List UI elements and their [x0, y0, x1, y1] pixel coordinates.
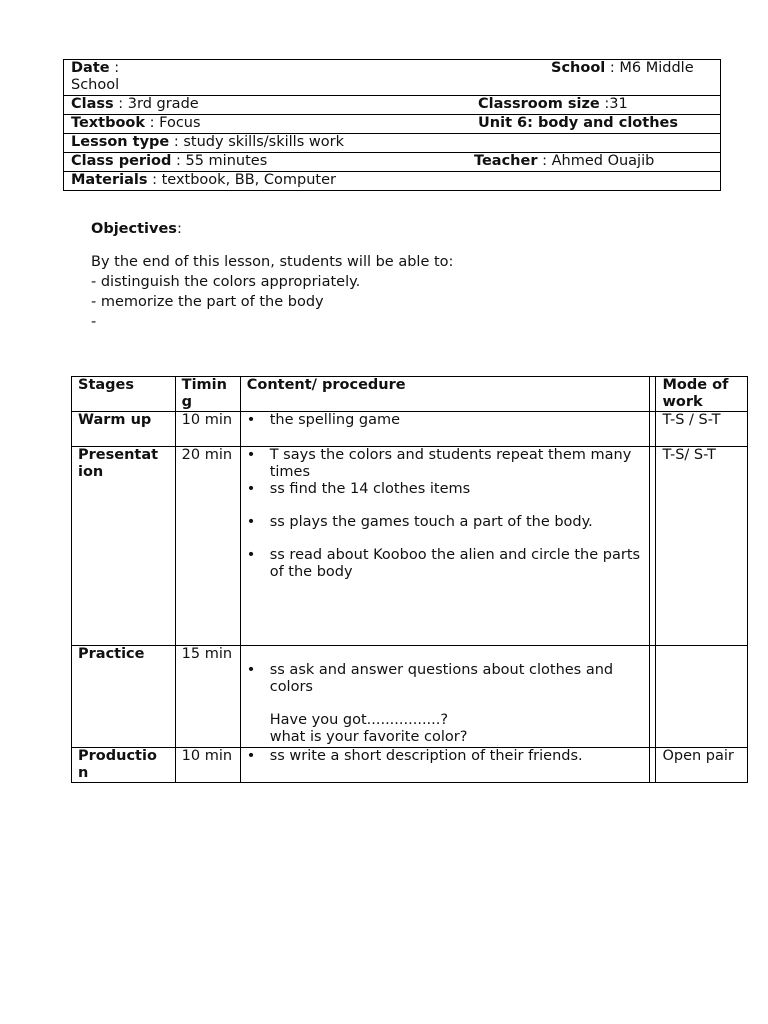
content-cell: [240, 646, 650, 748]
content-line: Have you got................?: [269, 712, 449, 728]
info-row-class-period: [64, 152, 720, 171]
content-bullet: • ss ask and answer questions about clothes and colors: [247, 662, 644, 696]
materials-field: Materials : textbook, BB, Computer: [71, 172, 336, 188]
table-header-row: [72, 377, 748, 412]
timing-cell: 10 min: [175, 748, 240, 783]
content-bullet: • T says the colors and students repeat them many times: [247, 447, 644, 481]
objective-item: -: [91, 314, 97, 330]
content-bullet: • ss find the 14 clothes items: [247, 481, 644, 498]
info-row-lesson-type: [64, 133, 720, 152]
table-row: [72, 748, 748, 783]
content-bullet: • the spelling game: [247, 412, 644, 429]
mode-cell: [656, 646, 748, 748]
header-timing: Timin g: [175, 377, 240, 412]
table-row: [72, 447, 748, 646]
timing-cell: 10 min: [175, 412, 240, 447]
timing-cell: 20 min: [175, 447, 240, 646]
info-row-materials: [64, 171, 720, 190]
table-row: [72, 646, 748, 748]
stage-cell: Presentat ion: [72, 447, 176, 646]
mode-cell: Open pair: [656, 748, 748, 783]
stage-cell: Warm up: [72, 412, 176, 447]
content-bullet: • ss write a short description of their friends.: [247, 748, 644, 765]
school-field-cont: School: [71, 77, 120, 93]
content-cell: [240, 748, 650, 783]
header-stages: Stages: [72, 377, 176, 412]
objective-item: - distinguish the colors appropriately.: [91, 274, 361, 290]
school-field: School : M6 Middle: [551, 60, 694, 76]
content-cell: [240, 447, 650, 646]
unit-field: Unit 6: body and clothes: [478, 115, 678, 131]
info-row-class: [64, 95, 720, 114]
table-row: [72, 412, 748, 447]
stage-cell: Practice: [72, 646, 176, 748]
info-row-date-school: [64, 60, 720, 95]
date-field: Date :: [71, 60, 120, 76]
content-cell: [240, 412, 650, 447]
classroom-size-field: Classroom size :31: [478, 96, 628, 112]
textbook-field: Textbook : Focus: [71, 115, 201, 131]
objective-item: - memorize the part of the body: [91, 294, 324, 310]
mode-cell: T-S / S-T: [656, 412, 748, 447]
lesson-stages-table: [71, 376, 748, 783]
teacher-field: Teacher : Ahmed Ouajib: [474, 153, 655, 169]
objectives-intro: By the end of this lesson, students will be able to:: [91, 254, 454, 270]
timing-cell: 15 min: [175, 646, 240, 748]
stage-cell: Productio n: [72, 748, 176, 783]
content-bullet: • ss plays the games touch a part of the body.: [247, 514, 644, 531]
objectives-title: Objectives:: [91, 221, 182, 237]
info-row-textbook: [64, 114, 720, 133]
content-line: what is your favorite color?: [269, 729, 468, 745]
class-field: Class : 3rd grade: [71, 96, 199, 112]
header-mode: Mode of work: [656, 377, 748, 412]
lesson-type-field: Lesson type : study skills/skills work: [71, 134, 344, 150]
content-bullet: • ss read about Kooboo the alien and circle the parts of the body: [247, 547, 644, 581]
header-content: Content/ procedure: [240, 377, 650, 412]
objectives-section: [91, 221, 453, 334]
lesson-info-table: [63, 59, 721, 191]
class-period-field: Class period : 55 minutes: [71, 153, 268, 169]
mode-cell: T-S/ S-T: [656, 447, 748, 646]
